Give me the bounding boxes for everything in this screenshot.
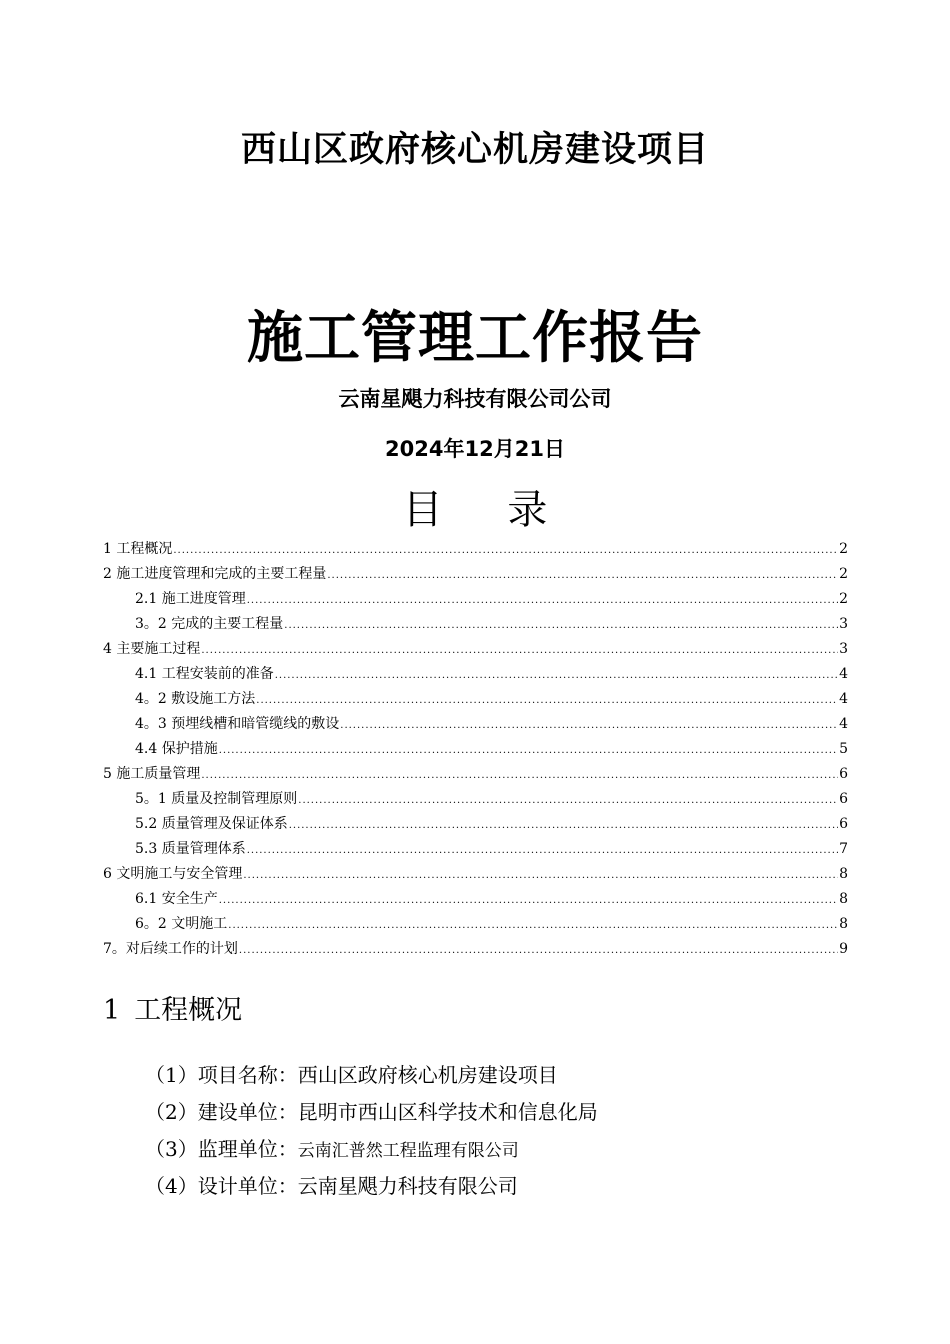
toc-dot-leader <box>201 763 838 788</box>
toc-dot-leader <box>247 838 838 863</box>
toc-dot-leader <box>239 938 838 963</box>
toc-entry-label: 6.1 安全生产 <box>135 891 218 907</box>
toc-dot-leader <box>219 888 838 913</box>
toc-entry-label: 4.1 工程安装前的准备 <box>135 666 274 682</box>
toc-entry-label: 5.2 质量管理及保证体系 <box>135 816 288 832</box>
toc-entry[interactable] <box>103 887 848 912</box>
toc-entry-page: 9 <box>839 941 848 957</box>
project-info-list <box>145 1057 598 1205</box>
toc-dot-leader <box>275 663 838 688</box>
toc-entry-page: 4 <box>839 691 848 707</box>
report-date: 2024年12月21日 <box>385 437 565 461</box>
table-of-contents <box>103 537 848 962</box>
info-value: 云南星飓力科技有限公司 <box>297 1174 518 1198</box>
company-name: 云南星飓力科技有限公司公司 <box>338 387 612 411</box>
toc-dot-leader <box>243 863 838 888</box>
report-title: 施工管理工作报告 <box>247 306 703 371</box>
toc-entry-label: 4.4 保护措施 <box>135 741 218 757</box>
toc-entry[interactable] <box>103 612 848 637</box>
toc-dot-leader <box>247 588 838 613</box>
toc-entry-page: 8 <box>839 916 848 932</box>
info-label: （1）项目名称： <box>145 1063 298 1087</box>
toc-dot-leader <box>173 538 838 563</box>
toc-entry-page: 4 <box>839 716 848 732</box>
info-item-project-name <box>145 1057 598 1094</box>
toc-entry-label: 1 工程概况 <box>103 541 173 557</box>
info-label: （2）建设单位： <box>145 1100 298 1124</box>
toc-dot-leader <box>327 563 838 588</box>
info-value: 西山区政府核心机房建设项目 <box>297 1063 558 1087</box>
toc-entry-page: 2 <box>839 591 848 607</box>
toc-entry-label: 2.1 施工进度管理 <box>135 591 246 607</box>
toc-entry[interactable] <box>103 937 848 962</box>
toc-entry[interactable] <box>103 912 848 937</box>
toc-heading: 目 录 <box>402 487 574 533</box>
toc-entry-label: 6。2 文明施工 <box>135 916 228 932</box>
toc-entry-page: 6 <box>839 766 848 782</box>
toc-entry-label: 5。1 质量及控制管理原则 <box>135 791 298 807</box>
toc-entry-page: 2 <box>839 566 848 582</box>
section-heading <box>103 990 242 1032</box>
toc-entry-page: 2 <box>839 541 848 557</box>
project-title: 西山区政府核心机房建设项目 <box>240 130 709 170</box>
toc-entry-label: 6 文明施工与安全管理 <box>103 866 243 882</box>
toc-entry-label: 2 施工进度管理和完成的主要工程量 <box>103 566 327 582</box>
toc-entry-page: 4 <box>839 666 848 682</box>
toc-entry-label: 4。3 预埋线槽和暗管缆线的敷设 <box>135 716 340 732</box>
toc-dot-leader <box>298 788 838 813</box>
toc-dot-leader <box>228 913 838 938</box>
toc-entry-page: 6 <box>839 791 848 807</box>
toc-entry[interactable] <box>103 712 848 737</box>
info-value: 云南汇普然工程监理有限公司 <box>297 1141 519 1161</box>
info-item-owner <box>145 1094 598 1131</box>
toc-entry[interactable] <box>103 662 848 687</box>
toc-entry-page: 8 <box>839 866 848 882</box>
toc-dot-leader <box>201 638 838 663</box>
toc-entry[interactable] <box>103 562 848 587</box>
toc-entry[interactable] <box>103 837 848 862</box>
toc-dot-leader <box>340 713 838 738</box>
info-label: （3）监理单位： <box>145 1137 298 1161</box>
toc-entry-page: 3 <box>839 616 848 632</box>
toc-entry[interactable] <box>103 537 848 562</box>
toc-dot-leader <box>219 738 838 763</box>
toc-entry[interactable] <box>103 687 848 712</box>
toc-dot-leader <box>284 613 838 638</box>
toc-entry-page: 8 <box>839 891 848 907</box>
info-item-designer <box>145 1168 598 1205</box>
toc-entry[interactable] <box>103 762 848 787</box>
section-title: 工程概况 <box>134 995 243 1026</box>
toc-entry-label: 5.3 质量管理体系 <box>135 841 246 857</box>
toc-entry-label: 5 施工质量管理 <box>103 766 201 782</box>
toc-entry-label: 4 主要施工过程 <box>103 641 201 657</box>
toc-entry-page: 6 <box>839 816 848 832</box>
toc-entry[interactable] <box>103 737 848 762</box>
toc-entry-page: 5 <box>839 741 848 757</box>
toc-entry[interactable] <box>103 862 848 887</box>
info-label: （4）设计单位： <box>145 1174 298 1198</box>
toc-dot-leader <box>289 813 838 838</box>
toc-entry-label: 3。2 完成的主要工程量 <box>135 616 284 632</box>
info-item-supervisor <box>145 1131 598 1168</box>
toc-entry-page: 3 <box>839 641 848 657</box>
toc-entry-label: 7。对后续工作的计划 <box>103 941 238 957</box>
info-value: 昆明市西山区科学技术和信息化局 <box>297 1100 598 1124</box>
toc-entry-page: 7 <box>839 841 848 857</box>
toc-entry[interactable] <box>103 812 848 837</box>
section-number: 1 <box>103 995 121 1026</box>
toc-entry[interactable] <box>103 787 848 812</box>
toc-entry[interactable] <box>103 637 848 662</box>
toc-entry-label: 4。2 敷设施工方法 <box>135 691 256 707</box>
toc-entry[interactable] <box>103 587 848 612</box>
toc-dot-leader <box>256 688 838 713</box>
